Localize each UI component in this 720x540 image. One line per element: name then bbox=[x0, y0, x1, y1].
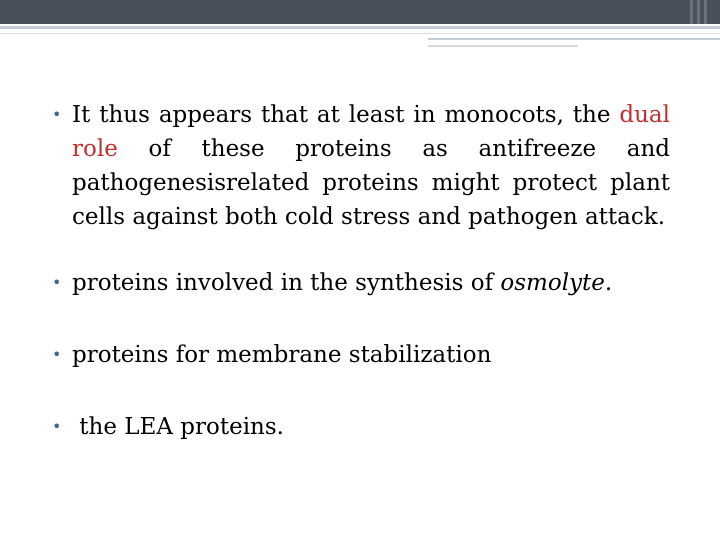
header-rule bbox=[428, 45, 578, 47]
header-stripe bbox=[690, 0, 693, 24]
header-rule bbox=[428, 38, 720, 40]
text-run: . bbox=[604, 270, 613, 296]
header-bar bbox=[0, 0, 720, 24]
bullet-icon: • bbox=[52, 345, 62, 364]
text-run: It thus appears that at least in monocots, the bbox=[72, 102, 620, 128]
header-stripe bbox=[697, 0, 700, 24]
bullet-item bbox=[52, 266, 670, 300]
bullet-text bbox=[72, 266, 670, 300]
header-rule bbox=[0, 26, 720, 29]
slide-body bbox=[52, 98, 670, 444]
bullet-icon: • bbox=[52, 273, 62, 292]
text-run: proteins involved in the synthesis of bbox=[72, 270, 501, 296]
bullet-text bbox=[72, 98, 670, 234]
highlighted-phrase: dual role bbox=[72, 102, 670, 162]
bullet-item bbox=[52, 410, 670, 444]
bullet-item bbox=[52, 338, 670, 372]
text-run: of these proteins as antifreeze and pathogenesisrelated proteins might protect plant cells against both cold stress and pathogen attack. bbox=[72, 136, 670, 230]
bullet-icon: • bbox=[52, 105, 62, 124]
bullet-item bbox=[52, 98, 670, 234]
italic-term: osmolyte bbox=[500, 270, 605, 296]
bullet-icon: • bbox=[52, 417, 62, 436]
bullet-text: proteins for membrane stabilization bbox=[72, 342, 492, 368]
header-stripe bbox=[704, 0, 707, 24]
bullet-text: the LEA proteins. bbox=[72, 414, 284, 440]
header-rule bbox=[0, 33, 720, 34]
